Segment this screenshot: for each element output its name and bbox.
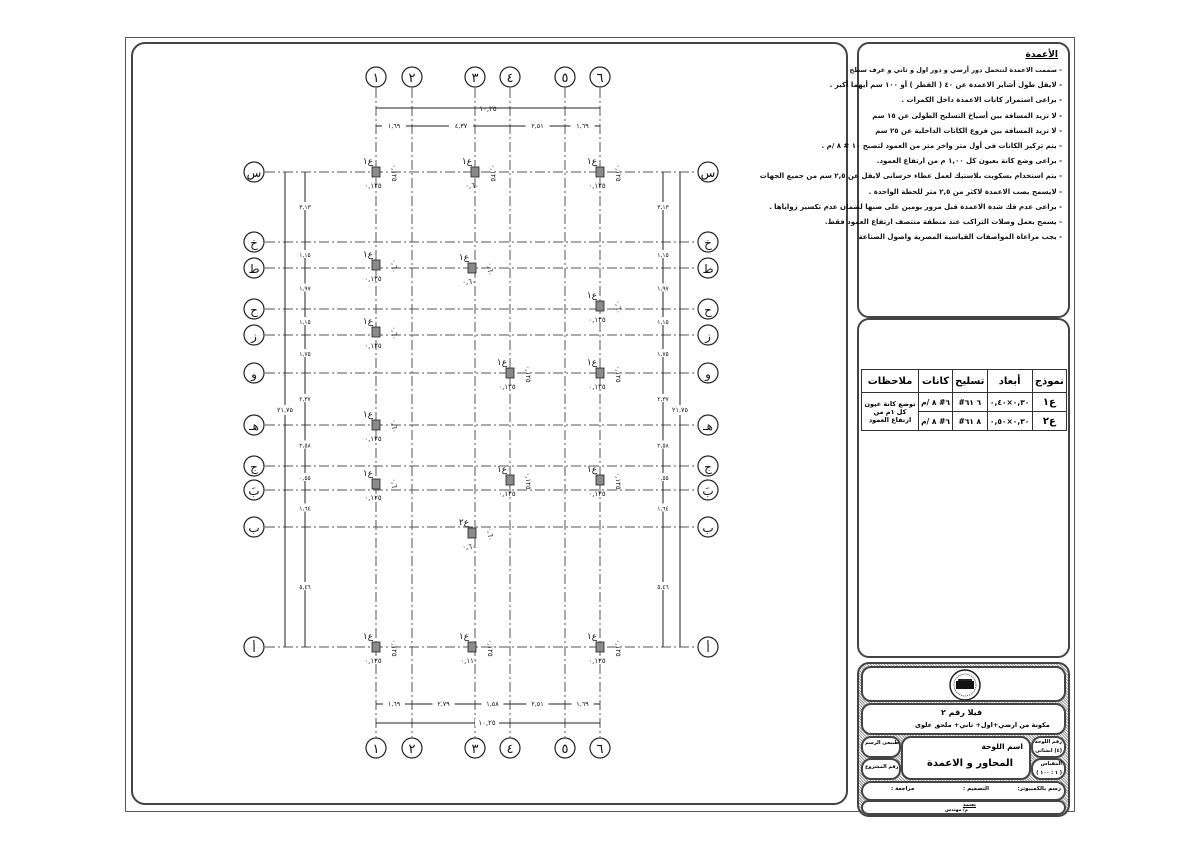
note-item: - لا تزيد المسافة بين أسياخ التسليح الطولى عن ١٥ سم: [862, 112, 1062, 120]
dimension-text: ٥,٤٦: [299, 584, 311, 591]
column-width-label: ٠,٦٠: [462, 543, 476, 551]
column-type-label: ع١: [586, 358, 598, 368]
column-width-label: ٠,١٢٥: [364, 435, 382, 443]
dimension-text: ٢١,٧٥: [671, 406, 689, 414]
note-item: - لايقل طول أشاير الاعمدة عن ٤٠ ( القطر ) أو ١٠٠ سم أيهما أكبر .: [862, 81, 1062, 89]
cell-model: ع١: [1032, 393, 1066, 412]
column-type-label: ع١: [362, 632, 374, 642]
dimension-text: ١,٦٩: [387, 700, 401, 708]
dimension-text: ٢,٥٨: [657, 442, 669, 450]
column-width-label: ٠,١٢٥: [364, 275, 382, 283]
column-width-label: ٠,١٢٥: [588, 316, 606, 324]
dimension-text: ٠,٥٥: [299, 475, 311, 482]
dimension-text: ١,٩٧: [657, 285, 669, 293]
dimension-text: ٢,٥٨: [299, 442, 311, 450]
dimension-text: ١,٥٨: [486, 700, 499, 708]
review-label: مراجعة :: [891, 786, 915, 792]
column-section: [372, 479, 380, 489]
column-section: [471, 167, 479, 177]
dimension-text: ١,٦٩: [576, 122, 589, 130]
column-schedule-panel: [857, 318, 1070, 658]
axis-label: ٤: [506, 71, 514, 86]
axis-label: و: [251, 367, 257, 381]
column-type-label: ع١: [586, 632, 598, 642]
cell-stirrups: ٦# ٨ /م: [919, 412, 953, 431]
column-type-label: ع١: [362, 250, 374, 260]
approval-row: [861, 800, 1066, 815]
dimension-text: ١,٧٥: [657, 351, 669, 358]
cell-model: ع٢: [1032, 412, 1066, 431]
column-depth-label: ٠,١٢٥: [614, 639, 622, 657]
axis-label: هـ: [249, 419, 259, 433]
column-depth-label: ٠,١٢٥: [614, 164, 622, 182]
column-width-label: ٠,١١٠: [460, 657, 478, 665]
column-depth-label: ٠,٦٠: [486, 262, 494, 276]
axis-label: ٢: [408, 742, 416, 757]
dimension-text: ٣,١٣: [657, 204, 669, 211]
dimension-text: ١,١٥: [657, 252, 669, 259]
axis-label: ب: [702, 521, 714, 535]
dimension-text: ١,٦٤: [299, 505, 311, 513]
column-width-label: ٠,١٢٥: [588, 657, 606, 665]
column-section: [596, 167, 604, 177]
column-type-label: ع١: [458, 253, 470, 263]
notes-list: [759, 66, 1062, 248]
dimension-text: ٢١,٧٥: [276, 406, 294, 414]
dimension-text: ٤,٣٧: [454, 122, 468, 130]
cell-dims: ٠,٣٠×٠,٥٠: [987, 412, 1032, 431]
dimension-text: ٢,٧٩: [437, 700, 450, 708]
column-depth-label: ٠,٦٠: [486, 527, 494, 541]
column-width-label: ٠,٦٠: [465, 182, 479, 190]
cell-rebar: ٨ ٦١#: [953, 412, 987, 431]
column-depth-label: ٠,١٢٥: [489, 164, 497, 182]
axis-label: ج: [250, 460, 258, 474]
project-no-cell: [861, 758, 901, 780]
dimension-text: ١,١٥: [657, 319, 669, 326]
column-section: [468, 642, 476, 652]
dimension-text: ١٠,٢٥: [478, 719, 496, 727]
column-depth-label: ٠,٦٠: [390, 419, 398, 433]
column-type-label: ع١: [496, 465, 508, 475]
sheet-name: المحاور و الاعمدة: [927, 758, 1014, 769]
logo-icon: [947, 669, 983, 701]
column-section: [596, 475, 604, 485]
engineer-label: م/ مهندس: [945, 808, 968, 813]
sheet-no-cell: [1031, 736, 1066, 758]
dimension-text: ٣,١٣: [299, 204, 311, 211]
axis-label: ٤: [506, 742, 514, 757]
column-width-label: ٠,١٢٥: [588, 182, 606, 190]
dimension-text: ١,١٥: [299, 319, 311, 326]
header-rebar: تسليح: [953, 370, 987, 393]
scale-value: ( ١ : ١٠٠ ): [1036, 770, 1062, 776]
column-depth-label: ٠,٦٠: [390, 259, 398, 273]
column-type-label: ع١: [461, 157, 473, 167]
column-section: [506, 475, 514, 485]
column-width-label: ٠,١٢٥: [364, 182, 382, 190]
dimension-text: ٢,٣٧: [657, 396, 669, 403]
note-item: - يراعى استمرار كانات الاعمدة داخل الكمرات .: [862, 96, 1062, 104]
sheet-name-label: اسم اللوحة: [981, 742, 1023, 751]
dimension-text: ١,٧٥: [299, 351, 311, 358]
signatures-row: [861, 781, 1066, 801]
column-section: [468, 263, 476, 273]
design-label: التصميم :: [963, 786, 989, 792]
axis-label: ط: [702, 262, 714, 276]
axis-label: ح: [704, 303, 712, 317]
axis-label: س: [246, 166, 262, 180]
column-type-label: ع١: [362, 317, 374, 327]
column-type-label: ع١: [586, 157, 598, 167]
note-item: - يجب مراعاة المواصفات القياسية المصرية واصول الصناعة: [862, 233, 1062, 241]
note-item: - يتم تركيز الكانات فى أول متر واخر متر من العمود لتصبح ١٠ # ٨ /م .: [862, 142, 1062, 150]
axis-label: ز: [251, 329, 257, 343]
column-depth-label: ٠,١٢٥: [486, 639, 494, 657]
axis-label: ٣: [471, 742, 479, 757]
column-section: [596, 368, 604, 378]
header-remarks: ملاحظات: [862, 370, 919, 393]
sheet-no: (٤) انشائى: [1035, 748, 1062, 754]
column-type-label: ع١: [586, 291, 598, 301]
column-width-label: ٠,١٢٥: [364, 494, 382, 502]
axis-label: ج: [704, 460, 712, 474]
axis-label: ٢: [408, 71, 416, 86]
drawing-type-label: طبيعى الرسم: [865, 740, 899, 746]
axis-label: ١: [372, 742, 380, 757]
dimension-text: ٥,٤٦: [657, 584, 669, 591]
cell-remarks: توضع كانة عيون كل ١م من ارتفاع العمود: [862, 393, 919, 431]
note-item: - يراعى عدم فك شدة الاعمدة قبل مرور يومين على صبها لضمان عدم تكسير زواياها .: [862, 203, 1062, 211]
axis-label: بَ: [248, 484, 260, 498]
axis-label: و: [705, 367, 711, 381]
axis-label: ب: [248, 521, 260, 535]
sheet-name-cell: [901, 736, 1031, 780]
column-section: [372, 260, 380, 270]
axis-label: ٣: [471, 71, 479, 86]
table-row: [862, 393, 1067, 412]
column-type-label: ع١: [586, 465, 598, 475]
column-width-label: ٠,١٢٥: [498, 383, 516, 391]
cell-rebar: ٦ ٦١#: [953, 393, 987, 412]
axis-label: ح: [250, 303, 258, 317]
note-item: - يسمح بعمل وصلات التراكب عند منطقة منتصف ارتفاع العمود فقط.: [862, 218, 1062, 226]
axis-label: هـ: [703, 419, 713, 433]
column-type-label: ع١: [496, 358, 508, 368]
note-item: - يتم استخدام بسكويت بلاستيك لعمل غطاء خرسانى لايقل عن ٢,٥ سم من جميع الجهات: [862, 172, 1062, 180]
column-depth-label: ٠,٦٠: [614, 300, 622, 314]
cad-label: رسم بالكمبيوتر:: [1017, 786, 1061, 792]
column-width-label: ٠,١٢٥: [364, 342, 382, 350]
cell-dims: ٠,٣٠×٠,٤٠: [987, 393, 1032, 412]
project-no-label: رقم المشروع: [865, 764, 899, 770]
notes-title: الأعمدة: [1025, 50, 1058, 60]
title-block: [857, 662, 1070, 817]
column-width-label: ٠,١٢٥: [364, 657, 382, 665]
axis-label: ٦: [596, 71, 604, 86]
axis-label: ٥: [561, 742, 569, 757]
axis-label: خ: [250, 236, 258, 250]
dimension-text: ١,٦٩: [576, 700, 589, 708]
column-width-label: ٠,١٢٥: [588, 490, 606, 498]
column-section: [372, 327, 380, 337]
axis-label: أ: [706, 641, 710, 655]
axis-label: ٥: [561, 71, 569, 86]
column-width-label: ٠,٦٠: [462, 278, 476, 286]
note-item: - لا تزيد المسافة بين فروع الكانات الداخلية عن ٢٥ سم: [862, 127, 1062, 135]
dimension-text: ٢,٥١: [531, 122, 544, 130]
column-depth-label: ٠,٦٠: [390, 478, 398, 492]
axis-label: ز: [705, 329, 711, 343]
axis-label: أ: [252, 641, 256, 655]
project-description: مكونة من ارضي+اول+ ثاني+ ملحق علوى: [915, 721, 1050, 729]
dimension-text: ٠,٥٥: [657, 475, 669, 482]
dimension-text: ٢,٥١: [531, 700, 544, 708]
column-type-label: ع١: [362, 469, 374, 479]
column-depth-label: ٠,١٢٥: [390, 164, 398, 182]
note-item: - يراعى وضع كانة بعيون كل ١,٠٠ م من ارتفاع العمود.: [862, 157, 1062, 165]
project-name: فيلا رقم ٢: [941, 708, 983, 717]
cell-stirrups: ٦# ٨ /م: [919, 393, 953, 412]
column-depth-label: ٠,٦٠: [390, 326, 398, 340]
column-section: [596, 301, 604, 311]
column-section: [372, 167, 380, 177]
dimension-text: ١,٩٧: [299, 285, 311, 293]
axis-label: ط: [248, 262, 260, 276]
sheet-no-label: رقم اللوحة: [1034, 739, 1062, 745]
column-type-label: ع٢: [458, 518, 470, 528]
note-item: - لايسمح بصب الاعمدة لاكثر من ٢,٥ متر للحطة الواحدة .: [862, 188, 1062, 196]
column-type-label: ع١: [362, 410, 374, 420]
axis-label: س: [700, 166, 716, 180]
column-width-label: ٠,١٢٥: [588, 383, 606, 391]
notes-panel: [759, 42, 1070, 318]
header-dims: أبعاد: [987, 370, 1032, 393]
column-depth-label: ٠,١٢٥: [524, 472, 532, 490]
logo-row: [861, 666, 1066, 702]
dimension-text: ١,١٥: [299, 252, 311, 259]
project-row: [861, 703, 1066, 735]
note-item: - صممت الاعمدة لتتحمل دور أرضي و دور اول و ثاني و غرف سطح: [862, 66, 1062, 74]
scale-label: المقياس: [1040, 761, 1062, 767]
column-type-label: ع١: [362, 157, 374, 167]
column-section: [506, 368, 514, 378]
dimension-text: ١٠,٢٥: [479, 105, 497, 113]
signature-label: يعتمد: [963, 802, 976, 808]
header-stirrups: كانات: [919, 370, 953, 393]
dimension-text: ١,٦٩: [387, 122, 401, 130]
column-depth-label: ٠,١٢٥: [524, 365, 532, 383]
axis-label: ١: [372, 71, 380, 86]
column-schedule-table: [861, 369, 1067, 431]
axis-label: بَ: [702, 484, 714, 498]
column-depth-label: ٠,١٢٥: [614, 365, 622, 383]
dimension-text: ٢,٣٧: [299, 396, 311, 403]
axis-label: خ: [704, 236, 712, 250]
column-depth-label: ٠,١٢٥: [390, 639, 398, 657]
column-section: [372, 420, 380, 430]
drawing-type-cell: [861, 736, 901, 758]
column-section: [468, 528, 476, 538]
column-section: [596, 642, 604, 652]
scale-cell: [1031, 758, 1066, 780]
axis-label: ٦: [596, 742, 604, 757]
header-model: نموذج: [1032, 370, 1066, 393]
dimension-text: ١,٦٤: [657, 505, 669, 513]
column-type-label: ع١: [458, 632, 470, 642]
column-width-label: ٠,١٢٥: [498, 490, 516, 498]
column-depth-label: ٠,١٢٥: [614, 472, 622, 490]
column-section: [372, 642, 380, 652]
